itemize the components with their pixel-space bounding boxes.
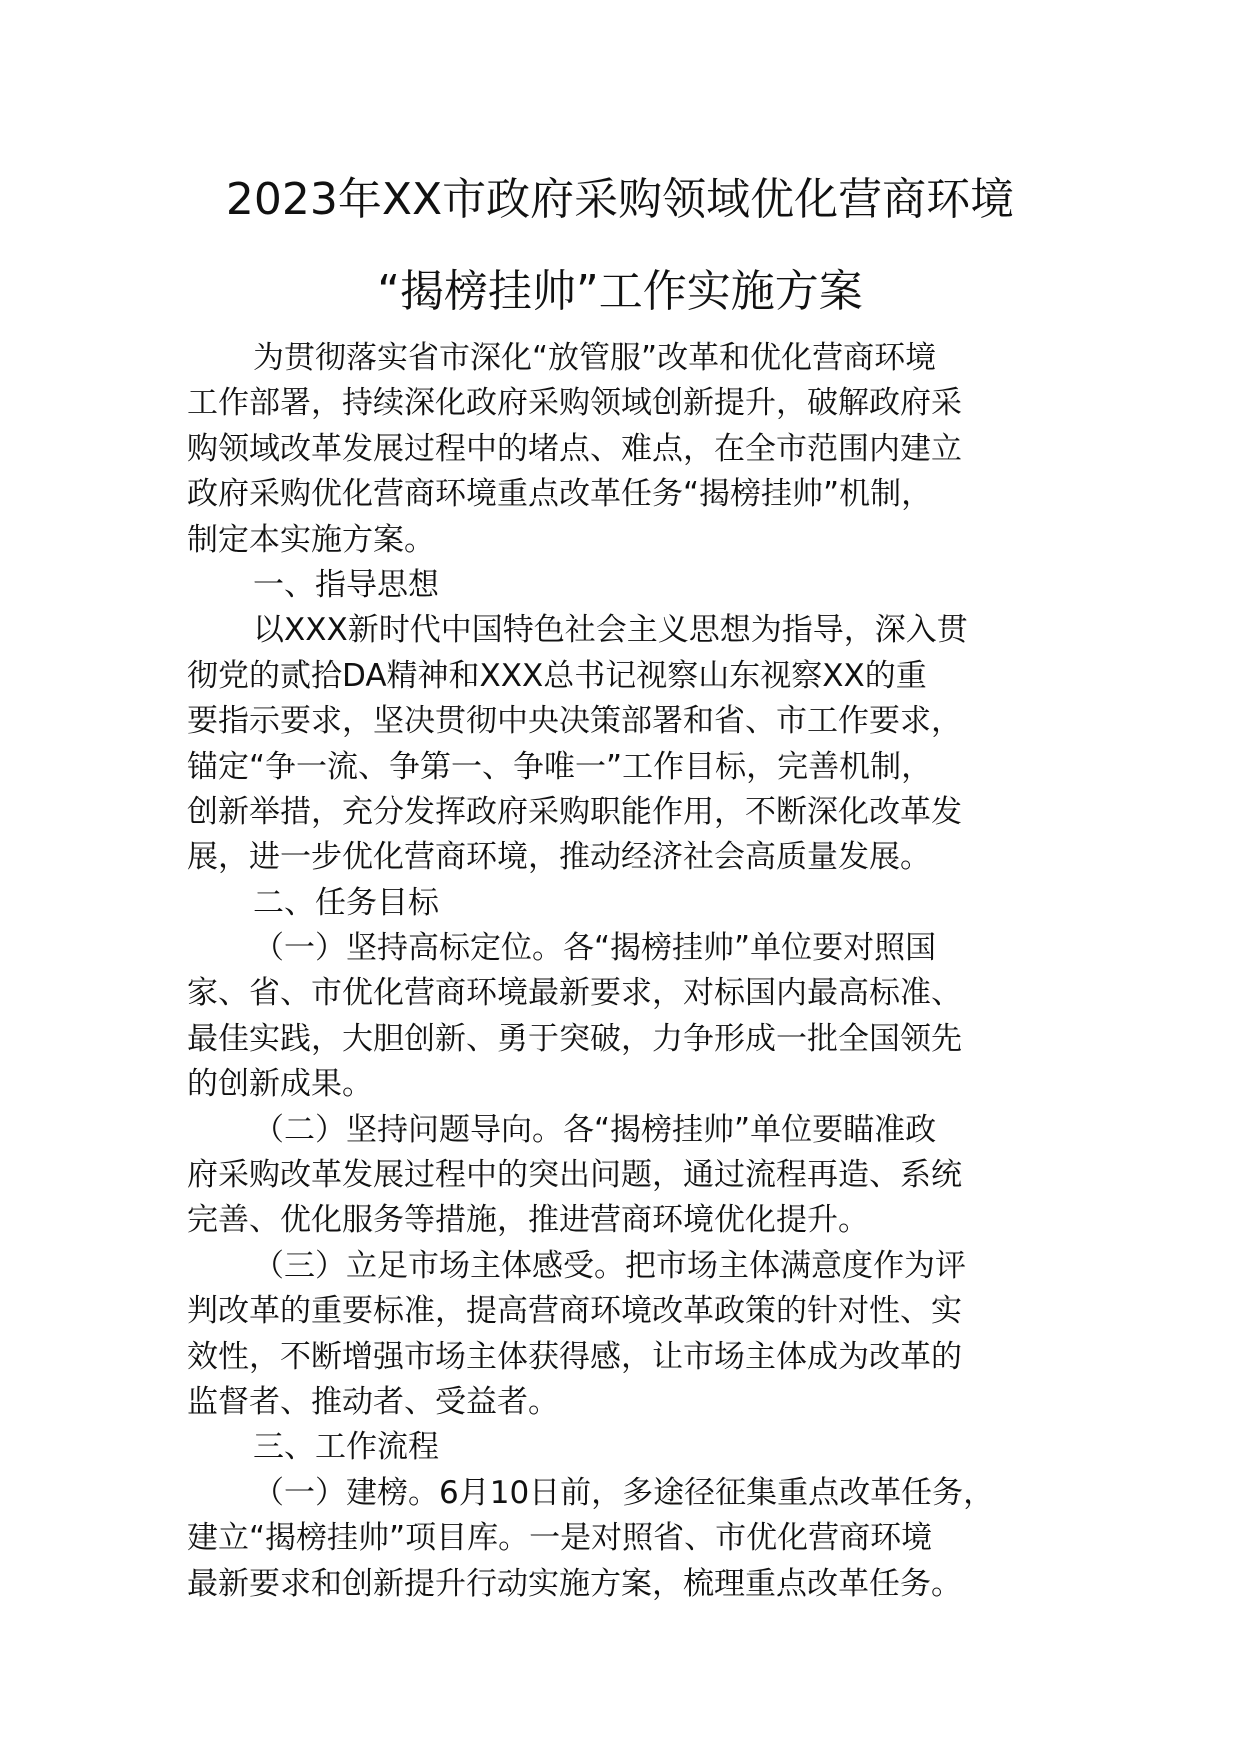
body-line: 一、指导思想 [253, 566, 439, 603]
body-line: 三、工作流程 [253, 1429, 439, 1466]
body-line: 展，进一步优化营商环境，推动经济社会高质量发展。 [187, 839, 931, 876]
body-line: （一）建榜。6月10日前，多途径征集重点改革任务， [253, 1474, 995, 1511]
body-line: （三）立足市场主体感受。把市场主体满意度作为评 [253, 1247, 966, 1284]
body-line: 完善、优化服务等措施，推进营商环境优化提升。 [187, 1202, 869, 1239]
body-line: 创新举措，充分发挥政府采购职能作用，不断深化改革发 [187, 793, 962, 830]
body-line: 最佳实践，大胆创新、勇于突破，力争形成一批全国领先 [187, 1020, 962, 1057]
body-line: 为贯彻落实省市深化“放管服”改革和优化营商环境 [253, 340, 937, 376]
body-line: 二、任务目标 [253, 884, 439, 921]
body-line: 家、省、市优化营商环境最新要求，对标国内最高标准、 [187, 975, 962, 1012]
body-line: 以XXX新时代中国特色社会主义思想为指导，深入贯 [253, 612, 968, 649]
body-line: 锚定“争一流、争第一、争唯一”工作目标，完善机制， [187, 748, 933, 785]
body-line: 彻党的贰拾DA精神和XXX总书记视察山东视察XX的重 [187, 657, 927, 694]
document-body [187, 336, 1067, 1607]
body-line: 建立“揭榜挂帅”项目库。一是对照省、市优化营商环境 [187, 1520, 933, 1557]
document-title-line-2: “揭榜挂帅”工作实施方案 [377, 266, 863, 317]
body-line: 购领域改革发展过程中的堵点、难点，在全市范围内建立 [187, 430, 962, 467]
body-line: 府采购改革发展过程中的突出问题，通过流程再造、系统 [187, 1157, 962, 1194]
body-line: 的创新成果。 [187, 1066, 373, 1103]
body-line: 效性，不断增强市场主体获得感，让市场主体成为改革的 [187, 1338, 962, 1375]
body-line: 政府采购优化营商环境重点改革任务“揭榜挂帅”机制， [187, 476, 933, 513]
document-title-line-1: 2023年XX市政府采购领域优化营商环境 [225, 174, 1015, 225]
body-line: 判改革的重要标准，提高营商环境改革政策的针对性、实 [187, 1293, 962, 1330]
body-line: 工作部署，持续深化政府采购领域创新提升，破解政府采 [187, 385, 962, 422]
body-line: 要指示要求，坚决贯彻中央决策部署和省、市工作要求， [187, 703, 962, 740]
body-line: 制定本实施方案。 [187, 521, 435, 558]
body-line: 监督者、推动者、受益者。 [187, 1383, 559, 1420]
body-line: （一）坚持高标定位。各“揭榜挂帅”单位要对照国 [253, 930, 937, 967]
body-line: （二）坚持问题导向。各“揭榜挂帅”单位要瞄准政 [253, 1111, 937, 1148]
body-line: 最新要求和创新提升行动实施方案，梳理重点改革任务。 [187, 1565, 962, 1602]
